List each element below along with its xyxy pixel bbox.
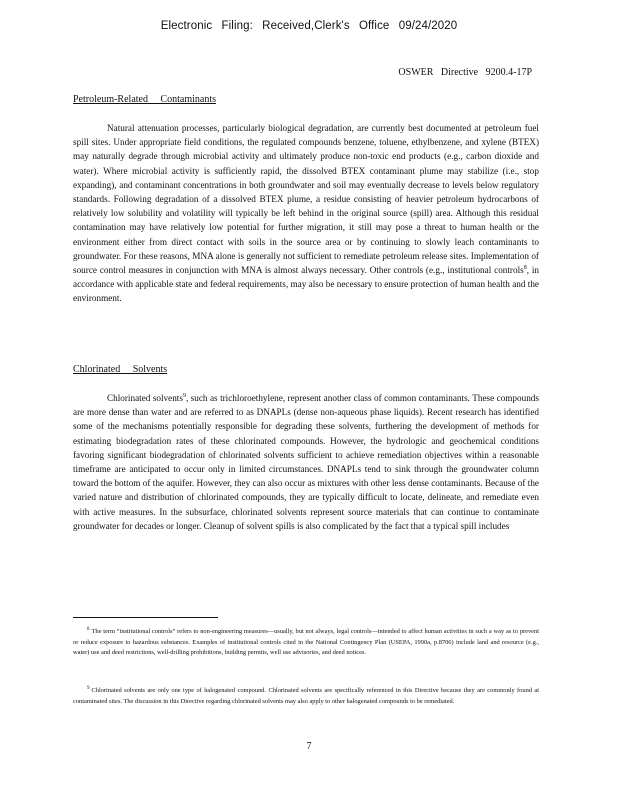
footnote-8 bbox=[73, 627, 539, 659]
paragraph-petroleum-text: Natural attenuation processes, particularly biological degradation, are currently best documented at petroleum fuel spill sites. Under appropriate field conditions, the regulated compounds benzene, toluene, ethylbenzene, and xylene (BTEX) may naturally degrade through microbial activity and ultimately produce non-toxic end products (e.g., carbon dioxide and water). Where microbial activity is sufficiently rapid, the dissolved BTEX contaminant plume may stabilize (i.e., stop expanding), and contaminant concentrations in both groundwater and soil may eventually decrease to levels below regulatory standards. Following degradation of a dissolved BTEX plume, a residue consisting of heavier petroleum hydrocarbons of relatively low solubility and volatility will typically be left behind in the original source (spill) area. Although this residual contamination may have relatively low potential for further migration, it still may pose a threat to human health or the environment either from direct contact with soils in the source area or by continuing to slowly leach contaminants to groundwater. For these reasons, MNA alone is generally not sufficient to remediate petroleum release sites. Implementation of source control measures in conjunction with MNA is almost always necessary. Other controls (e.g., institutional controls bbox=[73, 123, 539, 276]
footnote-9 bbox=[73, 686, 539, 707]
footnote-ref-8: 8 bbox=[523, 264, 527, 271]
section-heading-chlorinated: Chlorinated Solvents bbox=[73, 364, 168, 375]
footnote-9-mark: 9 bbox=[87, 685, 90, 691]
paragraph-petroleum-end: , in accordance with applicable state and federal requirements, may also be necessary to ensure protection of human health and the environment. bbox=[73, 265, 539, 304]
footnote-8-mark: 8 bbox=[87, 626, 90, 632]
paragraph-chlorinated bbox=[73, 391, 539, 533]
filing-header: Electronic Filing: Received,Clerk's Office 09/24/2020 bbox=[160, 20, 458, 32]
footnote-ref-9: 9 bbox=[182, 392, 186, 399]
paragraph-chlorinated-start: Chlorinated solvents bbox=[107, 393, 183, 403]
paragraph-petroleum bbox=[73, 121, 539, 306]
directive-reference: OSWER Directive 9200.4-17P bbox=[398, 67, 532, 78]
section-heading-petroleum: Petroleum-Related Contaminants bbox=[73, 94, 217, 105]
paragraph-chlorinated-text: , such as trichloroethylene, represent another class of common contaminants. These compounds are more dense than water and are referred to as DNAPLs (dense non-aqueous phase liquids). Recent research has identified some of the mechanisms potentially responsible for degrading these solvents, furthering the development of methods for estimating biodegradation rates of these chlorinated compounds. However, the hydrologic and geochemical conditions favoring significant biodegradation of chlorinated solvents sufficient to achieve remediation objectives within a reasonable timeframe are anticipated to occur only in limited circumstances. DNAPLs tend to sink through the groundwater column toward the bottom of the aquifer. However, they can also occur as mixtures with other less dense contaminants. Because of the varied nature and distribution of chlorinated compounds, they are typically difficult to locate, delineate, and remediate even with active measures. In the subsurface, chlorinated solvents represent source materials that can continue to contaminate groundwater for decades or longer. Cleanup of solvent spills is also complicated by the fact that a typical spill includes bbox=[73, 393, 539, 531]
footnote-9-text: Chlorinated solvents are only one type of halogenated compound. Chlorinated solvents are specifically referenced in this Directive because they are commonly found at contaminated sites. The discussion in this Directive regarding chlorinated solvents may also apply to other halogenated compounds to be remediated. bbox=[73, 687, 539, 705]
footnote-divider bbox=[73, 617, 218, 618]
footnote-8-text: The term “institutional controls” refers to non-engineering measures—usually, but not always, legal controls—intended to affect human activities in such a way as to prevent or reduce exposure to hazardous substances. Examples of institutional controls cited in the National Contingency Plan (USEPA, 1990a, p.8706) include land and resource (e.g., water) use and deed restrictions, well-drilling prohibitions, building permits, well use advisories, and deed notices. bbox=[73, 628, 539, 656]
page-number: 7 bbox=[306, 741, 312, 752]
